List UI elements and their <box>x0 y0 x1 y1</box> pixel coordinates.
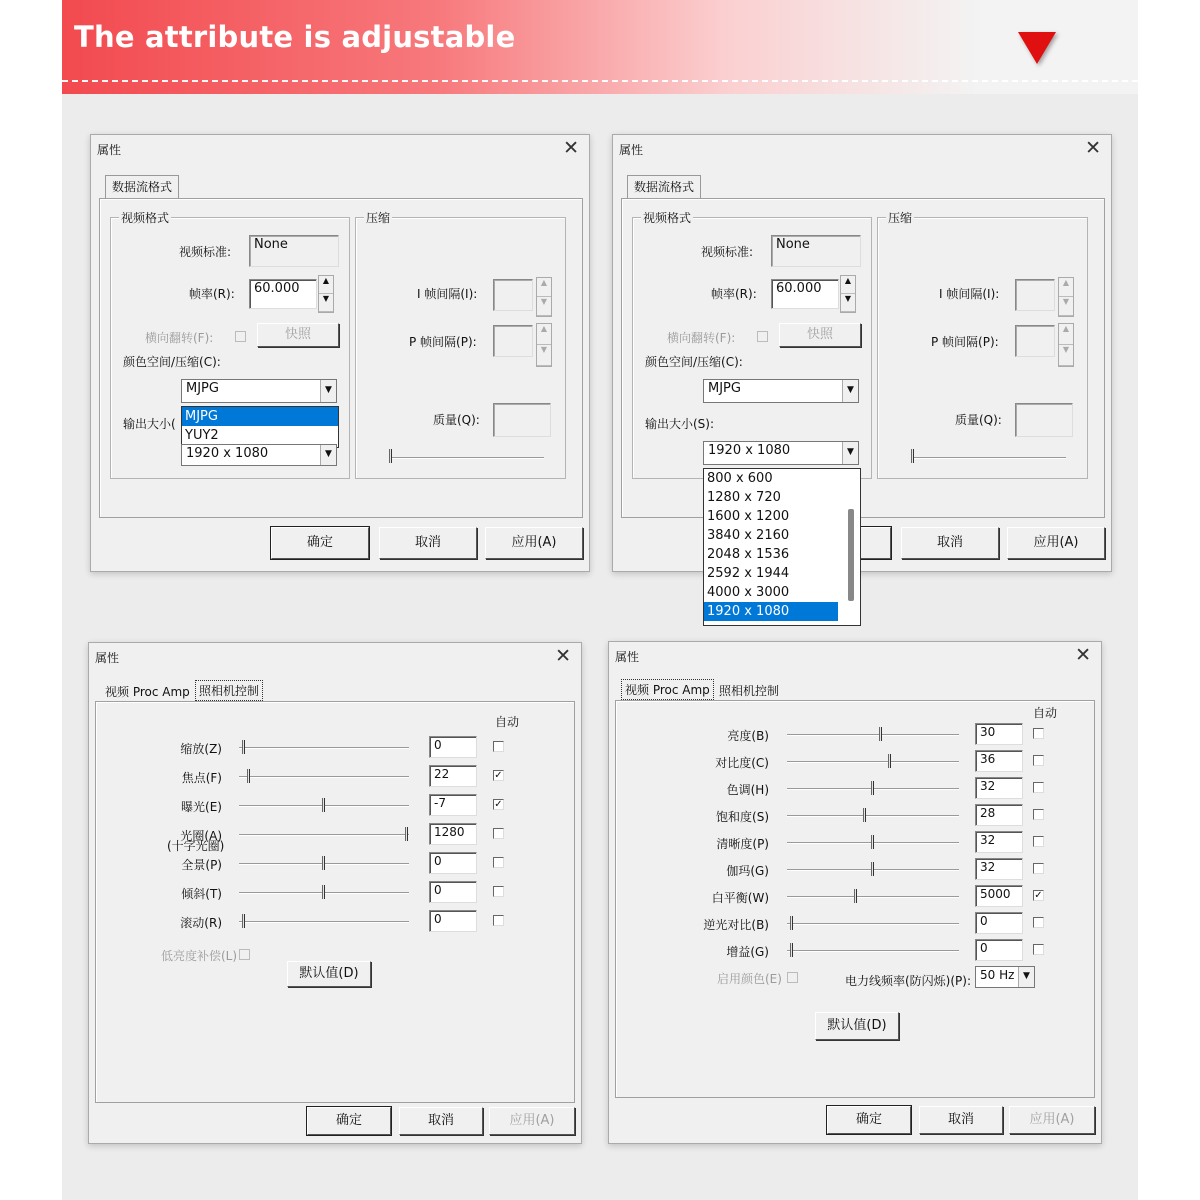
p-frame-interval-label: P 帧间隔(P): <box>409 335 477 349</box>
auto-checkbox[interactable] <box>1033 836 1044 847</box>
auto-checkbox-checked[interactable]: ✓ <box>1034 890 1043 901</box>
powerline-frequency-value: 50 Hz <box>980 968 1015 982</box>
video-standard-field: None <box>771 235 861 267</box>
apply-button[interactable]: 应用(A) <box>1007 527 1105 559</box>
control-value-field[interactable]: 32 <box>975 831 1023 853</box>
output-size-option[interactable]: 1600 x 1200 <box>707 509 790 524</box>
snapshot-button[interactable]: 快照 <box>779 323 861 347</box>
auto-checkbox[interactable] <box>493 828 504 839</box>
banner-divider <box>62 80 1138 82</box>
control-slider[interactable] <box>787 923 959 925</box>
i-frame-interval-spinner: ▲ ▼ <box>1058 277 1074 317</box>
default-button[interactable]: 默认值(D) <box>287 961 371 987</box>
i-frame-interval-label: I 帧间隔(I): <box>417 287 478 301</box>
control-label: 曝光(E) <box>181 800 222 814</box>
auto-column-label: 自动 <box>495 715 520 729</box>
apply-button[interactable]: 应用(A) <box>485 527 583 559</box>
control-label: 缩放(Z) <box>180 742 222 756</box>
control-value-field[interactable]: 32 <box>975 858 1023 880</box>
dialog-title: 属性 <box>619 143 644 157</box>
control-slider[interactable] <box>787 896 959 898</box>
colorspace-label: 颜色空间/压缩(C): <box>645 355 743 369</box>
control-label: 对比度(C) <box>715 756 769 770</box>
video-format-label: 视频格式 <box>121 211 170 225</box>
auto-checkbox[interactable] <box>493 915 504 926</box>
apply-button[interactable]: 应用(A) <box>1009 1106 1095 1134</box>
auto-checkbox[interactable] <box>1033 809 1044 820</box>
colorspace-combo[interactable] <box>181 379 337 403</box>
p-frame-interval-label: P 帧间隔(P): <box>931 335 999 349</box>
properties-dialog-stream-format <box>90 134 590 572</box>
control-value-field[interactable]: 0 <box>429 852 477 874</box>
control-label: 增益(G) <box>726 945 769 959</box>
chevron-down-icon[interactable]: ▼ <box>842 380 858 402</box>
framerate-field[interactable]: 60.000 <box>249 279 317 309</box>
auto-checkbox-checked[interactable]: ✓ <box>494 770 503 781</box>
banner-title: The attribute is adjustable <box>74 20 516 54</box>
quality-field <box>493 403 551 437</box>
control-slider-thumb[interactable] <box>242 914 245 928</box>
control-label: 亮度(B) <box>727 729 769 743</box>
control-slider-thumb[interactable] <box>322 856 325 870</box>
control-slider-thumb[interactable] <box>790 943 793 957</box>
control-value-field[interactable]: 0 <box>429 881 477 903</box>
control-label: 倾斜(T) <box>181 887 222 901</box>
control-slider-thumb[interactable] <box>888 754 891 768</box>
default-button[interactable]: 默认值(D) <box>815 1012 899 1040</box>
dialog-title: 属性 <box>97 143 122 157</box>
control-slider-thumb[interactable] <box>790 916 793 930</box>
flip-label: 横向翻转(F): <box>145 331 214 345</box>
p-frame-interval-spinner: ▲ ▼ <box>536 323 552 367</box>
control-label: 色调(H) <box>726 783 769 797</box>
control-slider[interactable] <box>787 815 959 817</box>
tab-stream-format[interactable]: 数据流格式 <box>627 175 701 199</box>
color-enable-label: 启用颜色(E) <box>717 972 782 986</box>
framerate-label: 帧率(R): <box>189 287 235 301</box>
ok-button[interactable]: 确定 <box>271 527 369 559</box>
output-size-dropdown[interactable] <box>703 468 861 626</box>
control-label: 逆光对比(B) <box>703 918 769 932</box>
ok-button[interactable]: 确定 <box>307 1107 391 1135</box>
quality-slider <box>389 457 544 459</box>
properties-dialog-output-size <box>612 134 1112 619</box>
banner <box>62 0 1138 94</box>
control-slider-thumb[interactable] <box>871 781 874 795</box>
control-slider-thumb[interactable] <box>242 740 245 754</box>
flip-checkbox[interactable] <box>235 331 246 342</box>
framerate-label: 帧率(R): <box>711 287 757 301</box>
framerate-spinner[interactable]: ▲ ▼ <box>318 275 334 313</box>
tab-camera-control[interactable]: 照相机控制 <box>195 680 263 701</box>
snapshot-button[interactable]: 快照 <box>257 323 339 347</box>
control-value-field[interactable]: 0 <box>975 939 1023 961</box>
colorspace-combo[interactable] <box>703 379 859 403</box>
control-slider-thumb[interactable] <box>879 727 882 741</box>
dialog-title: 属性 <box>615 650 640 664</box>
control-label: 焦点(F) <box>181 771 222 785</box>
control-slider[interactable] <box>787 734 959 736</box>
framerate-spinner[interactable]: ▲ ▼ <box>840 275 856 313</box>
close-icon[interactable]: ✕ <box>555 645 571 667</box>
output-size-option[interactable]: 1280 x 720 <box>707 490 781 505</box>
colorspace-dropdown[interactable] <box>181 406 339 448</box>
p-frame-interval-spinner: ▲ ▼ <box>1058 323 1074 367</box>
p-frame-interval-field <box>1015 325 1055 357</box>
low-light-compensation-label: 低亮度补偿(L) <box>161 949 238 963</box>
close-icon[interactable]: ✕ <box>563 137 579 159</box>
tab-panel <box>95 701 575 1103</box>
compression-label: 压缩 <box>366 211 391 225</box>
control-slider-thumb[interactable] <box>871 835 874 849</box>
control-label: 伽玛(G) <box>726 864 769 878</box>
powerline-frequency-label: 电力线频率(防闪烁)(P): <box>845 974 972 988</box>
output-size-option[interactable]: 2048 x 1536 <box>707 547 790 562</box>
control-label: 全景(P) <box>181 858 222 872</box>
control-slider[interactable] <box>787 950 959 952</box>
ok-button[interactable]: 确定 <box>827 1106 911 1134</box>
chevron-down-icon[interactable]: ▼ <box>842 442 858 464</box>
quality-label: 质量(Q): <box>955 413 1002 427</box>
output-size-combo[interactable] <box>703 441 859 465</box>
close-icon[interactable]: ✕ <box>1075 644 1091 666</box>
cancel-button[interactable]: 取消 <box>901 527 999 559</box>
control-slider[interactable] <box>239 921 409 923</box>
output-size-option[interactable]: 3840 x 2160 <box>707 528 790 543</box>
control-slider-thumb[interactable] <box>405 827 408 841</box>
output-size-value: 1920 x 1080 <box>708 443 791 458</box>
colorspace-option-mjpg[interactable]: MJPG <box>182 407 338 426</box>
output-size-option[interactable]: 4000 x 3000 <box>707 585 790 600</box>
auto-checkbox[interactable] <box>493 886 504 897</box>
red-down-arrow-icon <box>1018 32 1056 64</box>
auto-checkbox[interactable] <box>1033 782 1044 793</box>
control-slider[interactable] <box>239 747 409 749</box>
control-label: 饱和度(S) <box>716 810 769 824</box>
control-slider-thumb[interactable] <box>854 889 857 903</box>
control-value-field[interactable]: 28 <box>975 804 1023 826</box>
auto-checkbox[interactable] <box>1033 917 1044 928</box>
video-standard-label: 视频标准: <box>701 245 754 259</box>
iris-sub-label: (十字光圈) <box>167 839 225 853</box>
video-format-label: 视频格式 <box>643 211 692 225</box>
auto-checkbox[interactable] <box>1033 944 1044 955</box>
control-slider[interactable] <box>239 776 409 778</box>
colorspace-label: 颜色空间/压缩(C): <box>123 355 221 369</box>
control-value-field[interactable]: 32 <box>975 777 1023 799</box>
flip-checkbox[interactable] <box>757 331 768 342</box>
cancel-button[interactable]: 取消 <box>379 527 477 559</box>
auto-checkbox[interactable] <box>493 857 504 868</box>
output-size-value: 1920 x 1080 <box>186 446 269 461</box>
cancel-button[interactable]: 取消 <box>919 1106 1003 1134</box>
colorspace-value: MJPG <box>186 381 219 396</box>
framerate-field[interactable]: 60.000 <box>771 279 839 309</box>
colorspace-option-yuy2[interactable]: YUY2 <box>185 428 219 443</box>
control-value-field[interactable]: 22 <box>429 765 477 787</box>
video-standard-field: None <box>249 235 339 267</box>
control-slider[interactable] <box>239 834 409 836</box>
control-slider-thumb[interactable] <box>322 885 325 899</box>
control-value-field[interactable]: -7 <box>429 794 477 816</box>
tab-video-proc-amp[interactable]: 视频 Proc Amp <box>105 685 190 699</box>
auto-checkbox-checked[interactable]: ✓ <box>494 799 503 810</box>
control-slider-thumb[interactable] <box>247 769 250 783</box>
control-value-field[interactable]: 0 <box>975 912 1023 934</box>
quality-slider-thumb <box>911 449 914 463</box>
i-frame-interval-field <box>1015 279 1055 311</box>
auto-checkbox[interactable] <box>1033 755 1044 766</box>
quality-label: 质量(Q): <box>433 413 480 427</box>
i-frame-interval-field <box>493 279 533 311</box>
control-value-field[interactable]: 1280 <box>429 823 477 845</box>
control-label: 白平衡(W) <box>711 891 769 905</box>
p-frame-interval-field <box>493 325 533 357</box>
flip-label: 横向翻转(F): <box>667 331 736 345</box>
auto-column-label: 自动 <box>1033 706 1058 720</box>
auto-checkbox[interactable] <box>493 741 504 752</box>
apply-button[interactable]: 应用(A) <box>489 1107 575 1135</box>
control-label: 光圈(A) <box>180 829 222 843</box>
i-frame-interval-label: I 帧间隔(I): <box>939 287 1000 301</box>
compression-label: 压缩 <box>888 211 913 225</box>
control-slider-thumb[interactable] <box>871 862 874 876</box>
output-size-option-selected[interactable]: 1920 x 1080 <box>704 602 838 621</box>
control-label: 滚动(R) <box>180 916 222 930</box>
tab-camera-control[interactable]: 照相机控制 <box>719 684 780 698</box>
output-size-option[interactable]: 800 x 600 <box>707 471 773 486</box>
colorspace-value: MJPG <box>708 381 741 396</box>
low-light-compensation-checkbox[interactable] <box>239 949 250 960</box>
output-size-label: 输出大小(S): <box>645 417 715 431</box>
control-value-field[interactable]: 0 <box>429 736 477 758</box>
output-size-option[interactable]: 2592 x 1944 <box>707 566 790 581</box>
dropdown-scrollbar[interactable] <box>848 509 854 601</box>
tab-stream-format[interactable]: 数据流格式 <box>105 175 179 199</box>
control-value-field[interactable]: 30 <box>975 723 1023 745</box>
i-frame-interval-spinner: ▲ ▼ <box>536 277 552 317</box>
chevron-down-icon[interactable]: ▼ <box>1018 967 1034 987</box>
control-slider-thumb[interactable] <box>322 798 325 812</box>
output-size-label: 输出大小( <box>123 417 176 431</box>
quality-field <box>1015 403 1073 437</box>
control-label: 清晰度(P) <box>716 837 769 851</box>
control-value-field[interactable]: 0 <box>429 910 477 932</box>
quality-slider <box>911 457 1066 459</box>
cancel-button[interactable]: 取消 <box>399 1107 483 1135</box>
dialog-title: 属性 <box>95 651 120 665</box>
control-slider-thumb[interactable] <box>863 808 866 822</box>
auto-checkbox[interactable] <box>1033 863 1044 874</box>
chevron-down-icon[interactable]: ▼ <box>320 445 336 465</box>
tab-video-proc-amp[interactable]: 视频 Proc Amp <box>621 679 714 700</box>
chevron-down-icon[interactable]: ▼ <box>320 380 336 402</box>
control-value-field[interactable]: 36 <box>975 750 1023 772</box>
properties-dialog-camera-control <box>88 642 582 1144</box>
video-standard-label: 视频标准: <box>179 245 232 259</box>
properties-dialog-proc-amp <box>608 641 1102 1144</box>
control-slider[interactable] <box>787 761 959 763</box>
powerline-frequency-combo[interactable] <box>975 966 1035 988</box>
output-size-combo[interactable] <box>181 444 337 466</box>
control-value-field[interactable]: 5000 <box>975 885 1023 907</box>
close-icon[interactable]: ✕ <box>1085 137 1101 159</box>
auto-checkbox[interactable] <box>1033 728 1044 739</box>
quality-slider-thumb <box>389 449 392 463</box>
color-enable-checkbox[interactable] <box>787 972 798 983</box>
